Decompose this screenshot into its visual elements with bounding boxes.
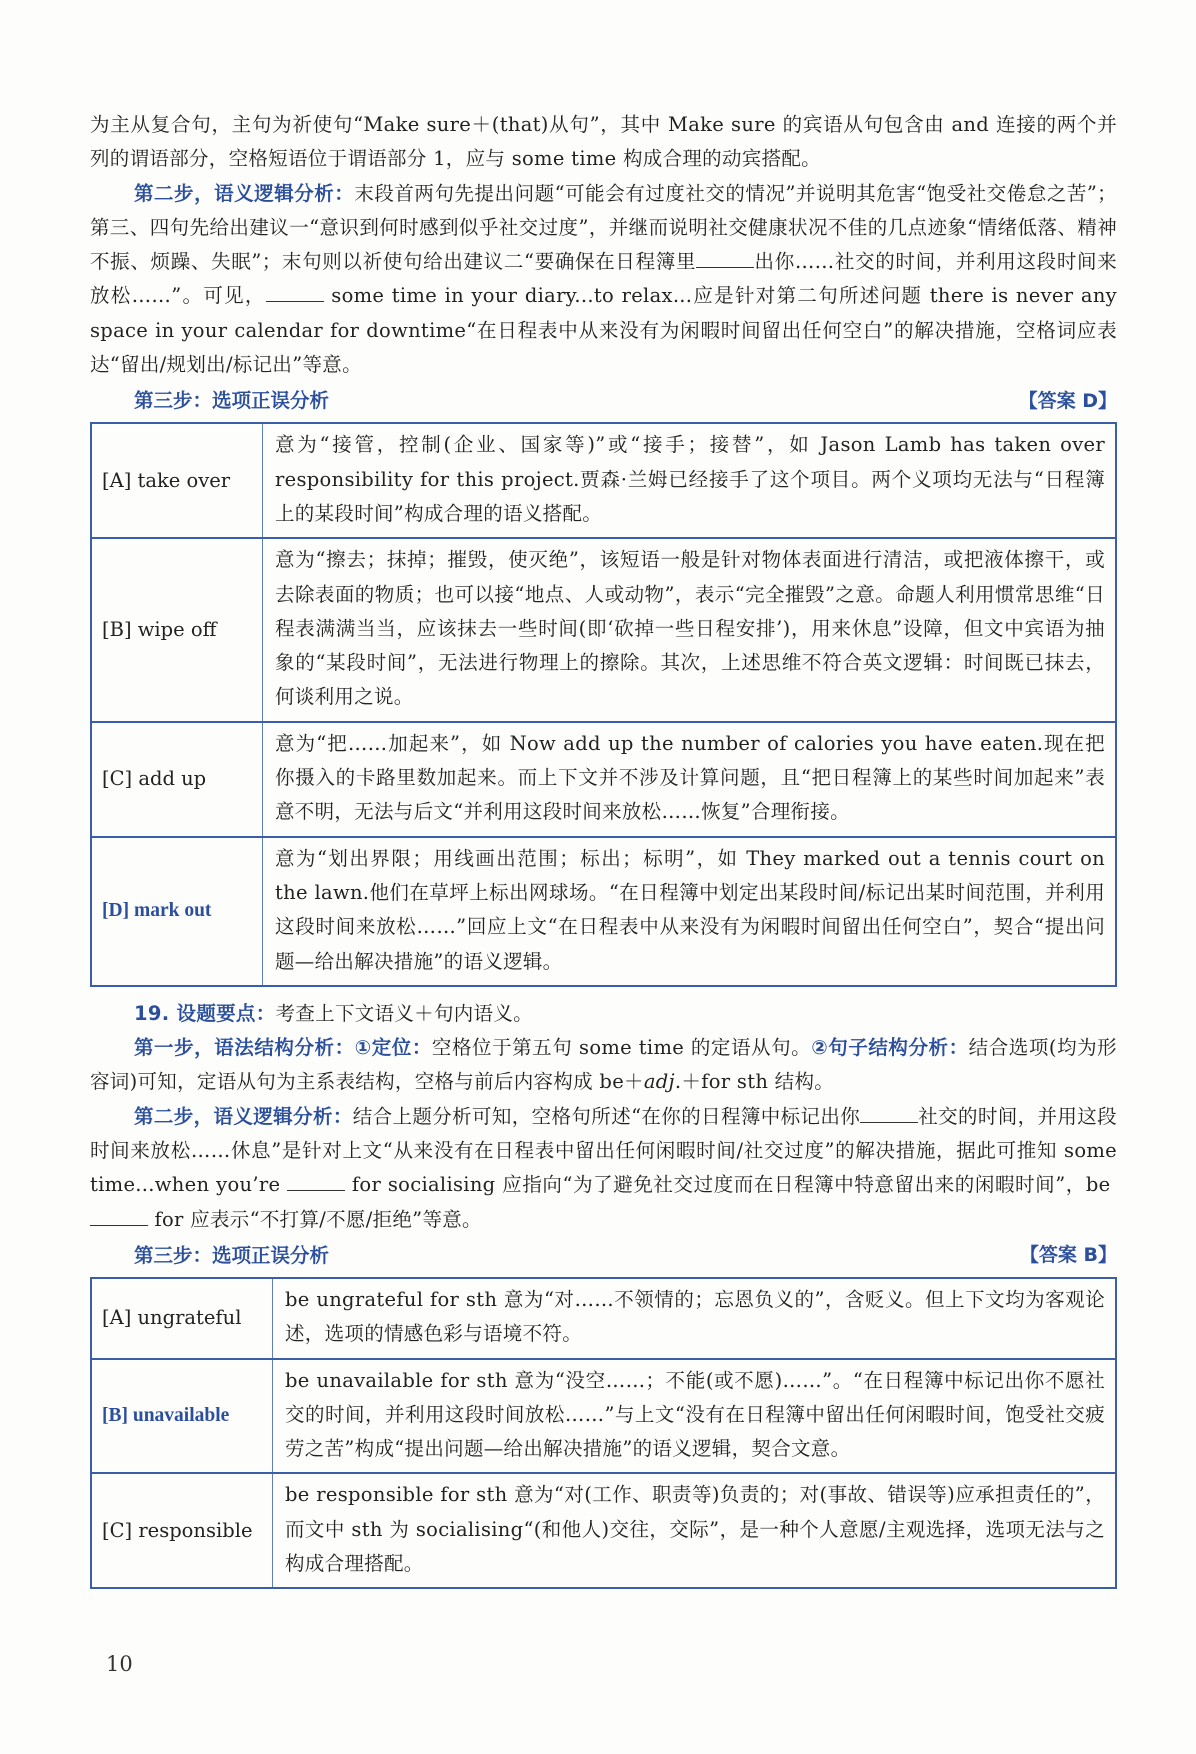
q18-intro-paragraph: 为主从复合句，主句为祈使句“Make sure＋(that)从句”，其中 Make sure 的宾语从句包含由 and 连接的两个并列的谓语部分，空格短语位于谓语部分 1，应与 some time 构成合理的动宾搭配。 — [90, 113, 1117, 171]
option-explanation: be responsible for sth 意为“对(工作、职责等)负责的；对(事故、错误等)应承担责任的”，而文中 sth 为 socialising“(和他人)交往，交际”，是一种个人意愿/主观选择，选项无法与之构成合理搭配。 — [273, 1473, 1117, 1588]
option-label: [A] ungrateful — [91, 1278, 273, 1359]
blank-line — [860, 1104, 918, 1123]
table-row — [91, 538, 1116, 721]
option-label: [B] wipe off — [91, 538, 263, 721]
blank-line — [696, 249, 754, 268]
blank-line — [266, 283, 324, 302]
q19-step1-sub2-text-b: .＋for sth 结构。 — [674, 1070, 835, 1094]
option-explanation: 意为“划出界限；用线画出范围；标出；标明”，如 They marked out a tennis court on the lawn.他们在草坪上标出网球场。“在日程簿中划定出某段时间/标记出某时间范围，并利用这段时间来放松……”回应上文“在日程表中从来没有为闲暇时间留出任何空白”，契合“提出问题—给出解决措施”的语义逻辑。 — [263, 837, 1117, 986]
q19-heading — [90, 997, 1117, 1031]
page-content — [90, 108, 1117, 1599]
q19-heading-text: 考查上下文语义＋句内语义。 — [275, 1001, 533, 1025]
q19-step1-sub2-label: ②句子结构分析： — [811, 1036, 969, 1060]
option-explanation: be ungrateful for sth 意为“对……不领情的；忘恩负义的”，含贬义。但上下文均为客观论述，选项的情感色彩与语境不符。 — [273, 1278, 1117, 1359]
option-explanation: 意为“擦去；抹掉；摧毁，使灭绝”，该短语一般是针对物体表面进行清洁，或把液体擦干，或去除表面的物质；也可以接“地点、人或动物”，表示“完全摧毁”之意。命题人利用惯常思维“日程表满满当当，应该抹去一些时间(即‘砍掉一些日程安排’)，用来休息”设障，但文中宾语为抽象的“某段时间”，无法进行物理上的擦除。其次，上述思维不符合英文逻辑：时间既已抹去，何谈利用之说。 — [263, 538, 1117, 721]
q18-step2-text-a: 末段首两句先提出问题“可能会有过度社交的情况”并说明其危害“饱受社交倦怠之苦”；第三、四句先给出建议一“意识到何时感到似乎社交过度”，并继而说明社交健康状况不佳的几点迹象“情绪低落、精神不振、烦躁、失眠”；末句则以祈使句给出建议二“要确保在日程簿里 — [90, 181, 1117, 274]
q19-step3-label: 第三步：选项正误分析 — [134, 1243, 330, 1267]
q19-answer-badge: 【答案 B】 — [1019, 1244, 1117, 1267]
q19-step1-label: 第一步，语法结构分析： — [134, 1036, 355, 1060]
q19-step2-text-c: for socialising 应指向“为了避免社交过度而在日程簿中特意留出来的闲暇时间”，be — [351, 1173, 1111, 1197]
q19-step2-text-d: for 应表示“不打算/不愿/拒绝”等意。 — [154, 1207, 482, 1231]
table-row — [91, 837, 1116, 986]
q19-step2-text-a: 结合上题分析可知，空格句所述“在你的日程簿中标记出你 — [352, 1104, 861, 1128]
q18-options-table — [90, 422, 1117, 986]
option-label: [A] take over — [91, 423, 263, 538]
q18-step2-text-b: 出你……社交的时间，并利用这段时间来放松……”。可见， — [90, 250, 1117, 308]
q19-step1-paragraph — [90, 1031, 1117, 1100]
q19-step1-sub2-text-a: 结合选项(均为形容词)可知，定语从句为主系表结构，空格与前后内容构成 be＋ — [90, 1036, 1117, 1094]
table-row — [91, 722, 1116, 837]
page-number: 10 — [106, 1652, 133, 1676]
q18-step3-header — [134, 382, 1117, 416]
blank-line — [90, 1207, 148, 1226]
table-row — [91, 423, 1116, 538]
q18-answer-badge: 【答案 D】 — [1018, 389, 1117, 412]
q19-step2-label: 第二步，语义逻辑分析： — [134, 1104, 353, 1128]
option-label: [C] add up — [91, 722, 263, 837]
q19-step3-header — [134, 1237, 1117, 1271]
option-explanation: 意为“把……加起来”，如 Now add up the number of calories you have eaten.现在把你摄入的卡路里数加起来。而上下文并不涉及计算问题，且“把日程簿上的某些时间加起来”表意不明，无法与后文“并利用这段时间来放松……恢复”合理衔接。 — [263, 722, 1117, 837]
option-explanation: 意为“接管，控制(企业、国家等)”或“接手；接替”，如 Jason Lamb has taken over responsibility for this project.贾森·兰姆已经接手了这个项目。两个义项均无法与“日程簿上的某段时间”构成合理的语义搭配。 — [263, 423, 1117, 538]
table-row — [91, 1473, 1116, 1588]
option-label-correct: [D] mark out — [91, 837, 263, 986]
q19-step1-sub1-label: ①定位： — [354, 1036, 432, 1060]
q19-step2-text-b: 社交的时间，并用这段时间来放松……休息”是针对上文“从来没有在日程表中留出任何闲暇时间/社交过度”的解决措施，据此可推知 some time...when you’re — [90, 1104, 1117, 1197]
option-label: [C] responsible — [91, 1473, 273, 1588]
q18-step2-label: 第二步，语义逻辑分析： — [134, 181, 355, 205]
q18-step2-text-c: some time in your diary...to relax...应是针对第二句所述问题 there is never any space in your calendar for downtime“在日程表中从来没有为闲暇时间留出任何空白”的解决措施，空格词应表达“留出/规划出/标记出”等意。 — [90, 284, 1118, 377]
option-label-correct: [B] unavailable — [91, 1359, 273, 1474]
table-row — [91, 1359, 1116, 1474]
q19-heading-label: 19. 设题要点： — [134, 1001, 276, 1025]
q19-step2-paragraph — [90, 1100, 1117, 1237]
q19-options-table — [90, 1277, 1117, 1589]
q18-step2-paragraph — [90, 177, 1117, 383]
q18-step3-label: 第三步：选项正误分析 — [134, 389, 330, 413]
blank-line — [287, 1172, 345, 1191]
q19-step1-sub1-text: 空格位于第五句 some time 的定语从句。 — [431, 1036, 812, 1060]
table-row — [91, 1278, 1116, 1359]
option-explanation: be unavailable for sth 意为“没空……；不能(或不愿)……”。“在日程簿中标记出你不愿社交的时间，并利用这段时间放松……”与上文“没有在日程簿中留出任何闲暇时间，饱受社交疲劳之苦”构成“提出问题—给出解决措施”的语义逻辑，契合文意。 — [273, 1359, 1117, 1474]
q19-step1-sub2-italic: adj — [643, 1070, 675, 1094]
